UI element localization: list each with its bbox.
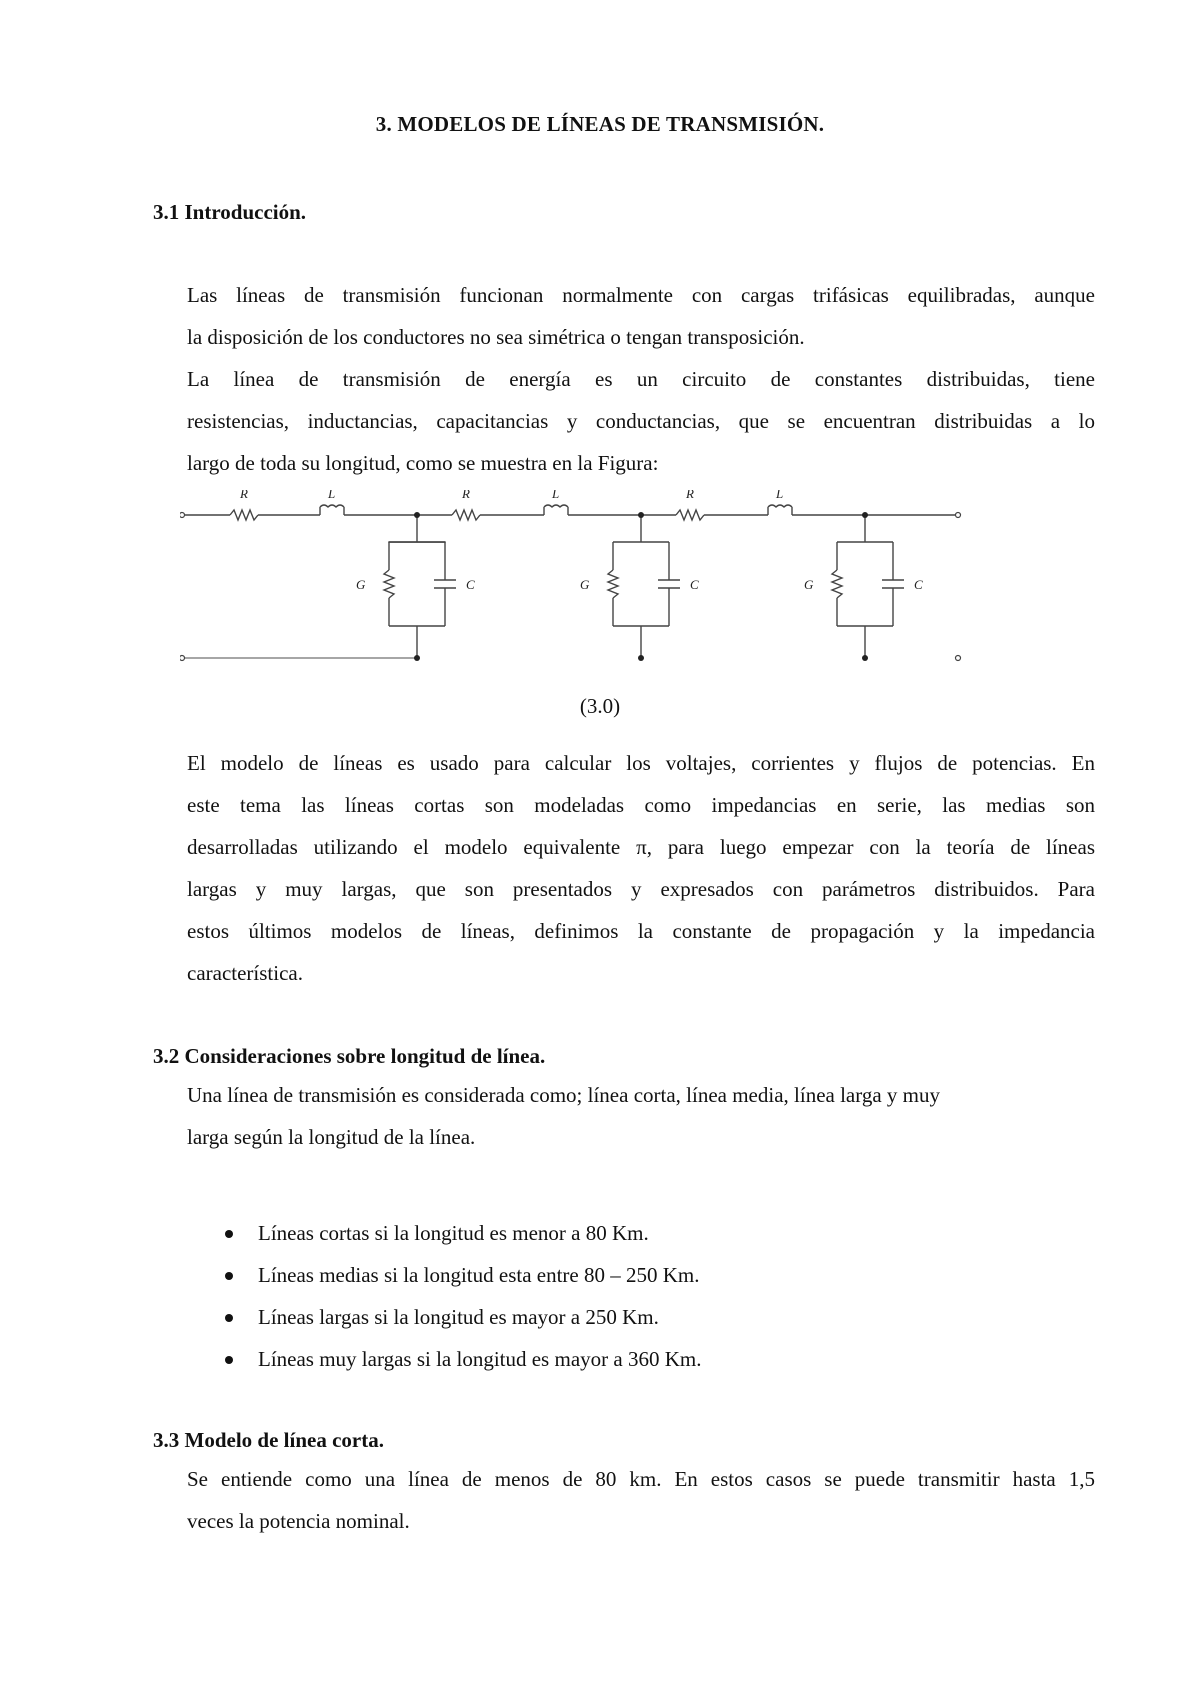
capacitance-label: C (690, 577, 699, 592)
text-line: desarrolladas utilizando el modelo equivalente π, para luego empezar con la teoría de líneas (187, 835, 1095, 859)
text-line: Se entiende como una línea de menos de 80 km. En estos casos se puede transmitir hasta 1,5 (187, 1467, 1095, 1491)
linea-corta-paragraph (187, 1458, 1095, 1542)
text-line: veces la potencia nominal. (187, 1509, 410, 1533)
list-item (190, 1254, 701, 1296)
conductance-label: G (804, 577, 814, 592)
inductor-label: L (328, 490, 336, 501)
intro-paragraph-3 (187, 742, 1095, 994)
list-item-text: Líneas muy largas si la longitud es mayor a 360 Km. (258, 1347, 702, 1371)
text-line: largo de toda su longitud, como se muestra en la Figura: (187, 451, 659, 475)
text-line: este tema las líneas cortas son modeladas como impedancias en serie, las medias son (187, 793, 1095, 817)
capacitance-label: C (914, 577, 923, 592)
bullet-icon (225, 1314, 233, 1322)
conductance-label: G (580, 577, 590, 592)
text-line: Las líneas de transmisión funcionan normalmente con cargas trifásicas equilibradas, aunque (187, 283, 1095, 307)
list-item-text: Líneas cortas si la longitud es menor a 80 Km. (258, 1221, 649, 1245)
text-line: La línea de transmisión de energía es un circuito de constantes distribuidas, tiene (187, 367, 1095, 391)
resistor-label: R (240, 490, 248, 501)
inductor-label: L (776, 490, 784, 501)
resistor-label: R (462, 490, 470, 501)
list-item (190, 1338, 701, 1380)
length-classification-list (190, 1212, 701, 1380)
text-line: largas y muy largas, que son presentados y expresados con parámetros distribuidos. Para (187, 877, 1095, 901)
list-item (190, 1296, 701, 1338)
conductance-label: G (356, 577, 366, 592)
bullet-icon (225, 1230, 233, 1238)
bullet-icon (225, 1356, 233, 1364)
intro-paragraph-2 (187, 358, 1095, 484)
resistor-label: R (686, 490, 694, 501)
transmission-line-circuit-diagram (180, 490, 980, 690)
bullet-icon (225, 1272, 233, 1280)
text-line: Una línea de transmisión es considerada como; línea corta, línea media, línea larga y muy (187, 1083, 941, 1107)
longitud-paragraph (187, 1074, 1095, 1158)
text-line: El modelo de líneas es usado para calcular los voltajes, corrientes y flujos de potencias. En (187, 751, 1095, 775)
list-item-text: Líneas medias si la longitud esta entre 80 – 250 Km. (258, 1263, 700, 1287)
section-heading-introduccion: 3.1 Introducción. (153, 200, 307, 224)
text-line: la disposición de los conductores no sea simétrica o tengan transposición. (187, 325, 805, 349)
section-heading-longitud: 3.2 Consideraciones sobre longitud de línea. (153, 1044, 546, 1068)
intro-paragraph-1 (187, 274, 1095, 358)
page-title: 3. MODELOS DE LÍNEAS DE TRANSMISIÓN. (375, 112, 825, 136)
text-line: característica. (187, 961, 303, 985)
list-item-text: Líneas largas si la longitud es mayor a 250 Km. (258, 1305, 659, 1329)
section-heading-linea-corta: 3.3 Modelo de línea corta. (153, 1428, 384, 1452)
capacitance-label: C (466, 577, 475, 592)
list-item (190, 1212, 701, 1254)
text-line: resistencias, inductancias, capacitancias y conductancias, que se encuentran distribuidas a lo (187, 409, 1095, 433)
figure-caption: (3.0) (579, 694, 621, 718)
text-line: estos últimos modelos de líneas, definimos la constante de propagación y la impedancia (187, 919, 1095, 943)
inductor-label: L (552, 490, 560, 501)
text-line: larga según la longitud de la línea. (187, 1125, 476, 1149)
